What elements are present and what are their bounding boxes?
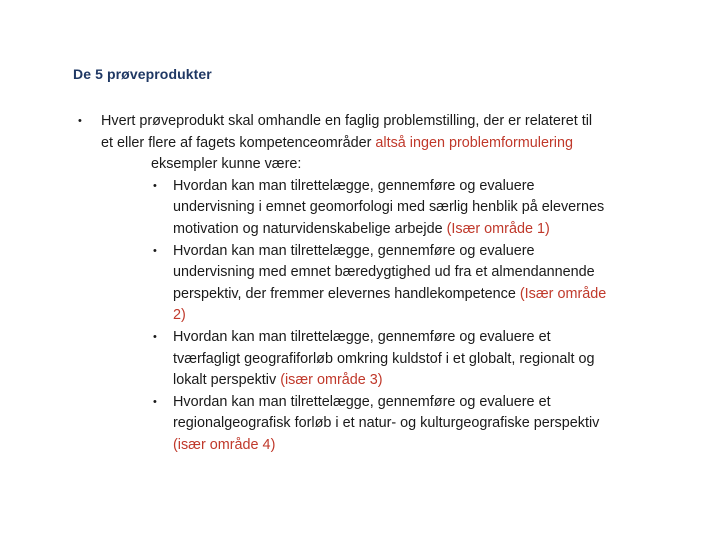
example-body: Hvordan kan man tilrettelægge, gennemføre og evaluere et regionalgeografisk forløb i et natur- og kulturgeografiske perspektiv <box>173 393 600 432</box>
example-text <box>173 392 613 457</box>
example-body: Hvordan kan man tilrettelægge, gennemføre og evaluere et tværfagligt geografiforløb omkring kuldstof i et globalt, regionalt og lokalt perspektiv <box>173 328 595 389</box>
main-bullet-emphasis: altså ingen problemformulering <box>375 134 573 151</box>
example-text <box>173 241 613 327</box>
example-note: (Især område 1) <box>446 220 550 237</box>
main-bullet <box>78 111 678 154</box>
example-text <box>173 327 613 392</box>
example-note: (især område 4) <box>173 436 276 453</box>
main-bullet-body: Hvert prøveprodukt skal omhandle en faglig problemstilling, der er relateret til et eller flere af fagets kompetenceområder <box>101 113 593 151</box>
bullet-icon: • <box>78 115 82 127</box>
example-body: Hvordan kan man tilrettelægge, gennemføre og evaluere undervisning i emnet geomorfologi med særlig henblik på elevernes motivation og naturvidenskabelige arbejde <box>173 177 605 237</box>
bullet-icon: • <box>153 330 157 343</box>
example-body: Hvordan kan man tilrettelægge, gennemføre og evaluere undervisning med emnet bæredygtighed ud fra et almendannende perspektiv, der fremmer elevernes handlekompetence <box>173 242 595 302</box>
example-item-4 <box>153 392 678 457</box>
main-bullet-text <box>101 111 601 154</box>
example-item-3 <box>153 327 678 392</box>
bullet-icon: • <box>153 179 157 192</box>
example-text <box>173 176 613 241</box>
examples-heading: eksempler kunne være: <box>151 156 302 173</box>
bullet-icon: • <box>153 244 157 257</box>
example-item-2 <box>153 241 678 327</box>
slide-content <box>78 111 678 457</box>
bullet-icon: • <box>153 395 157 408</box>
example-note: (Især område 2) <box>173 285 607 324</box>
slide-title: De 5 prøveprodukter <box>73 66 212 82</box>
example-item-1 <box>153 176 678 241</box>
example-note: (især område 3) <box>280 372 383 389</box>
